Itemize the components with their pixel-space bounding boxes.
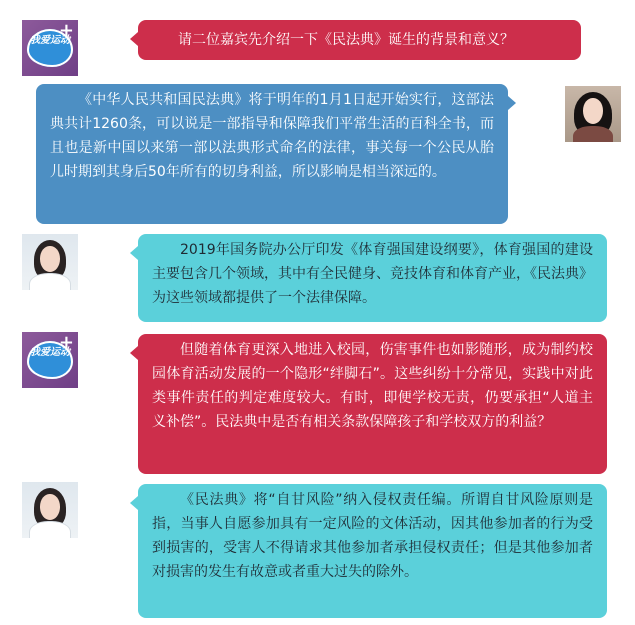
message-text: 《中华人民共和国民法典》将于明年的1月1日起开始实行，这部法典共计1260条，可以说是一部指导和保障我们平常生活的百科全书，而且也是新中国以来第一部以法典形式命名的法律，事关每一个公民从胎儿时期到其身后50年所有的切身利益，所以影响是相当深远的。: [50, 92, 494, 180]
message-bubble-host: [138, 334, 607, 474]
show-logo-text: 我爱运动: [30, 35, 70, 46]
host-avatar: [22, 20, 78, 76]
message-text: 请二位嘉宾先介绍一下《民法典》诞生的背景和意义？: [178, 32, 514, 48]
message-bubble-guest-1: [36, 84, 508, 224]
message-text: 《民法典》将“自甘风险”纳入侵权责任编。所谓自甘风险原则是指，当事人自愿参加具有一定风险的文体活动，因其他参加者的行为受到损害的，受害人不得请求其他参加者承担侵权责任；但是其他参加者对损害的发生有故意或者重大过失的除外。: [152, 492, 593, 580]
message-bubble-guest-2: [138, 234, 607, 322]
guest-2-avatar: [22, 234, 78, 290]
show-logo-text: 我爱运动: [30, 347, 70, 358]
plus-icon: +: [58, 20, 74, 41]
guest-1-avatar: [565, 86, 621, 142]
host-avatar: [22, 332, 78, 388]
guest-2-avatar: [22, 482, 78, 538]
message-text: 2019年国务院办公厅印发《体育强国建设纲要》，体育强国的建设主要包含几个领域，其中有全民健身、竞技体育和体育产业，《民法典》为这些领域都提供了一个法律保障。: [152, 242, 593, 306]
plus-icon: +: [58, 332, 74, 353]
message-text: 但随着体育更深入地进入校园，伤害事件也如影随形，成为制约校园体育活动发展的一个隐形“绊脚石”。这些纠纷十分常见，实践中对此类事件责任的判定难度较大。有时，即便学校无责，仍要承担“人道主义补偿”。民法典中是否有相关条款保障孩子和学校双方的利益？: [152, 342, 593, 430]
message-bubble-host: [138, 20, 581, 60]
message-bubble-guest-2: [138, 484, 607, 618]
